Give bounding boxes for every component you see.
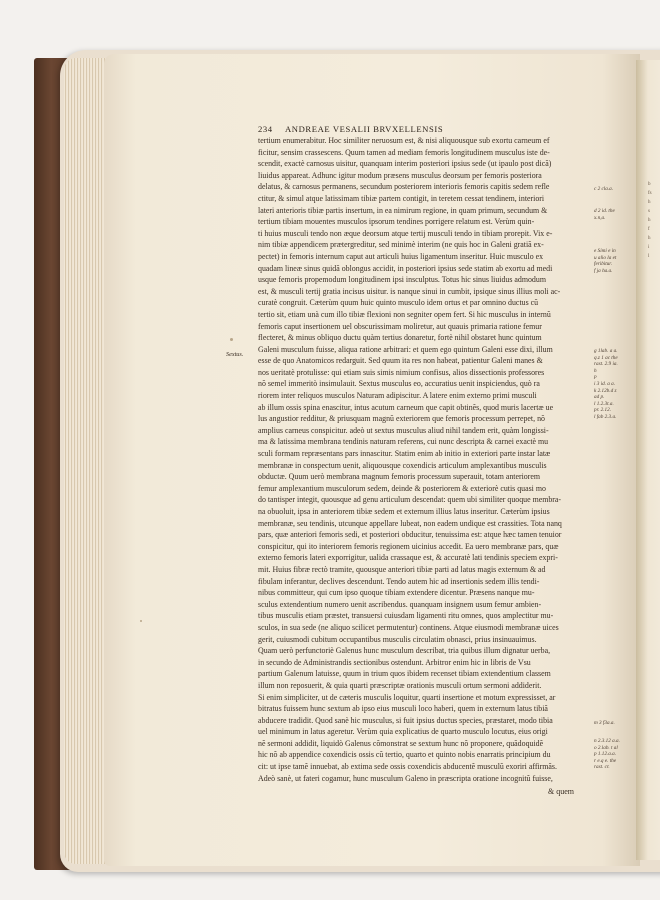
text-line: ti huius musculi tendo non æque deorsum atque tertij musculi tendo in tibiam prorepit. Vix e- — [258, 228, 553, 238]
text-line: sculus extendentium numero uenit ascribendus. quanquam insignem usum femur ambien- — [258, 599, 542, 609]
margin-heading: Sextus. — [226, 351, 244, 358]
text-line: membranæ in conspectum uenit, aliquousque coxendicis articulum amplexantibus musculis — [258, 460, 547, 470]
text-line: femur amplexantium musculorum sedem, deinde & posteriorem & exteriorè cutis quasi mo — [258, 483, 546, 493]
text-line: bitratus fuissem hunc sextum ab ipso eius musculi loco haberi, quem in externum latus tibiã — [258, 704, 548, 714]
text-line: Adeò sanè, ut fateri cogamur, hunc musculum Galeno in præscripta oratione incognitũ fuisse, — [258, 773, 553, 783]
text-line: flecteret, & minus obliquo ductu quàm tertius donaretur, fortè nihil obstaret hunc quintum — [258, 333, 542, 343]
margin-note: g 1lab. a a. q.z 1 ac the rast. 2.9 ia. h p i 3 id. a a. k 2.12b.d z ad p. l 1.2.3t.a. pr. 2.12. l fab 2.3.a. — [594, 348, 618, 420]
text-line: tertio sit, etiam unà cum illo tibiæ flexioni non segniter opem fert. Si hic musculus in internũ — [258, 309, 551, 319]
text-line: liuidus appareat. Adhunc igitur modum præsens musculus deorsum per femoris posteriora — [258, 170, 542, 180]
text-line: na obuoluit, ipsa in anteriorem tibiæ sedem et externum illius latus inseritur. Cæterùm ipsius — [258, 507, 550, 516]
text-line: esse de quo Anatomicos redarguit. Sed quum ita res non habeat, patientur Galeni manes & — [258, 356, 543, 366]
text-line: partium Galenum latuisse, quum in trium quos ibidem recenset tibiam extendentium classem — [258, 669, 551, 679]
text-line: nẽ sermoni addidit, liquidò Galenus cõmonstrat se sextum hunc nõ proponere, quãdoquidẽ — [258, 738, 544, 748]
text-line: lateri anterioris tibiæ partis insertum, in ea nimirum regione, in quam primum, secundum & — [258, 205, 548, 215]
text-line: Galeni musculum fuisse, aliqua ratione arbitrari: et quem ego quintum Galeni esse dixi, illum — [258, 344, 553, 354]
text-line: ficitur, sensim crassescens. Quum tamen ad mediam femoris longitudinem musculus iste de- — [258, 147, 550, 157]
text-line: lus angustior redditur, & priusquam magnũ exteriorem que femoris processum perrepet, nõ — [258, 414, 545, 424]
running-header — [258, 124, 628, 134]
text-line: cit: ut ipse tamẽ innuebat, ab extima sede ossis coxendicis abducentẽ musculũ exoriri affirmãs. — [258, 762, 557, 772]
text-line: pars, quæ anteriori femoris sedi, et posteriori obducitur, tenuissima est: atque hæc tamen tenuior — [258, 530, 562, 540]
margin-note: e Simi e in u alio la et feribitur. f ja ha.a. — [594, 248, 617, 274]
text-line: nim tibiæ appendicem prætergreditur, sed minimè interim (ne quis hoc in Galeni gratiã ex- — [258, 240, 544, 250]
text-line: ma & latissima membrana tendinis naturam referens, cui nunc descripta & carnei exactè mu — [258, 437, 549, 447]
text-line: femoris caput insertionem uel obscurissimam moliretur, aut quauis primaria ratione femur — [258, 321, 542, 331]
text-line: membranæ, seu tendinis, utcunque appellare lubeat, non eadem undique est crassities. Tota nanq — [258, 518, 562, 528]
text-line: abducere tradidit. Quod sanè hic musculus, si fuit ipsius ductus species, præstaret, modo tibia — [258, 715, 553, 725]
text-line: nibus committeur, qui cum ipso quoque tibiam extendere dicentur. Præsens nanque mu- — [258, 588, 535, 598]
text-line: fibulam inferantur, declives descendunt. Tendo autem hic ad insertionis sedem illis tendi- — [258, 576, 540, 586]
text-line: mit. Huius fibræ rectò tramite, quousque anteriori tibiæ parti ad latus magis externum & ad — [258, 564, 546, 574]
text-line: nos ueritatè protulisse: qui etiam suis simis nimium confisus, alios dissectionis professores — [258, 367, 545, 377]
right-page-margin-notes: b fs h s h f h i l — [648, 182, 652, 259]
text-line: sculos, in sua sede (ne aliquo scilicet permutentur) continens. Atque eiusmodi membranæ uices — [258, 622, 559, 632]
text-line: in secundo de Administrandis sectionibus ostendunt. Arbitror enim hic in libris de Vsu — [258, 657, 531, 667]
text-line: tertium enumerabitur. Hoc similiter neruosum est, & nisi aliquousque sub exortu carneum ef — [258, 136, 550, 145]
page-number: 234 — [258, 124, 273, 134]
text-line: uel minimum in latus ageretur. Verùm quia explicatius de quarto musculo locutus, eius origi — [258, 727, 548, 737]
text-line: sculi formam repræsentans pars innascitur. Statim enim ab initio in exteriori parte instar latæ — [258, 449, 551, 459]
text-line: est, & musculi tertij gratia incisus uisitur. is nanque sinui in cumbit, ipsique sinus illius moli ac- — [258, 286, 561, 296]
text-line: gerit, cuiusmodi cubitum occupantibus musculis circulatim obnasci, prius insinuauimus. — [258, 634, 537, 644]
margin-note: d 2 id. the x.n,a. — [594, 208, 615, 221]
text-line: do tantisper integit, quousque ad genu articulum descendat: quem ubi similiter quoque membra- — [258, 495, 562, 505]
text-line: obductæ. Quum uerò membrana magnum femoris processum superauit, totam anteriorem — [258, 472, 541, 482]
foxing-spot — [140, 620, 142, 622]
margin-note: m 3 f3a.a. — [594, 720, 615, 726]
foxing-spot — [230, 338, 233, 341]
text-line: ctitur, & simul atque latissimam tibiæ partem contigit, in teretem cessat tendinem, interiori — [258, 193, 545, 203]
text-line: tibus musculis etiam præstet, transuersi cuiusdam ligamenti ritu omnes, quos amplectitur mu- — [258, 611, 554, 621]
text-line: pectet) in femoris internum caput aut articuli huius ligamentum inseritur. Huic musculo ex — [258, 251, 544, 261]
text-line: Si enim simpliciter, ut de cæteris musculis loquitur, quarti insertione et motum expressisset, ar — [258, 692, 556, 702]
text-line: amplius carneus conspicitur. adeò ut sextus musculus aliud nihil tandem erit, quàm longissi- — [258, 425, 549, 435]
text-line: ab illum ossis spina enascitur, intus acutum carneum que capit obtinẽs, quod muris lacertæ ue — [258, 402, 554, 412]
margin-note: c 2 cla.a. — [594, 186, 614, 192]
text-line: externo femoris lateri exporrigitur, ualida crassaque est, & accuratè lati tendinis speciem expri- — [258, 553, 558, 563]
text-line: quadam lineæ sinus quidã oblongus accidit, in posteriori ipsius sede statim ab exortu ad medi — [258, 263, 553, 273]
text-line: scendit, exactè carnosus uisitur, quanquam interim posteriori ipsius sede (ut ipaulo post dicã) — [258, 159, 552, 169]
text-line: Quam uerò perfunctoriè Galenus hunc musculum describat, tria quibus illum dignatur uerba, — [258, 646, 551, 656]
text-line: conspicitur, qui ito interiorem femoris regionem uicinius accedit. Ea uero membranæ pars, quæ — [258, 541, 559, 551]
body-text — [258, 135, 610, 784]
catchword: & quem — [548, 787, 574, 796]
text-line: illum non reposuerit, & quia quarti præscriptæ orationis musculi ortum sermoni addiderit. — [258, 680, 542, 690]
margin-note: n 2.3.12 a.a. o 2.lab. t al p 1.12.a.a. r e.q e. the rast. cr. — [594, 738, 620, 771]
text-line: delatus, & carnosus permanens, secundum posteriorem interioris femoris capitis sedem refle — [258, 182, 550, 192]
text-line: tertium tibiam mouentes musculos ipsorum tendines porrigere relatum est. Verùm quin- — [258, 217, 535, 227]
running-title: ANDREAE VESALII BRVXELLENSIS — [284, 124, 444, 134]
text-line: curatè congruit. Cæterùm quum huic quinto musculo idem ortus et par omnino ductus cũ — [258, 298, 539, 308]
text-line: usque femoris propemodum longitudinem ipsi insculptus. Totus hic sinus liuidus admodum — [258, 275, 546, 285]
text-line: nõ semel immeritò insimulauit. Sextus musculus eo, accuratius uenit inspiciendus, quò ra — [258, 379, 540, 389]
text-line: hic nõ ab appendice coxendicis ossis cũ tertio, quarto et quinto nobis enarratis principium du — [258, 750, 551, 760]
text-line: riorem inter reliquos musculos Naturam adipiscitur. A latere enim externo primi musculi — [258, 391, 537, 401]
